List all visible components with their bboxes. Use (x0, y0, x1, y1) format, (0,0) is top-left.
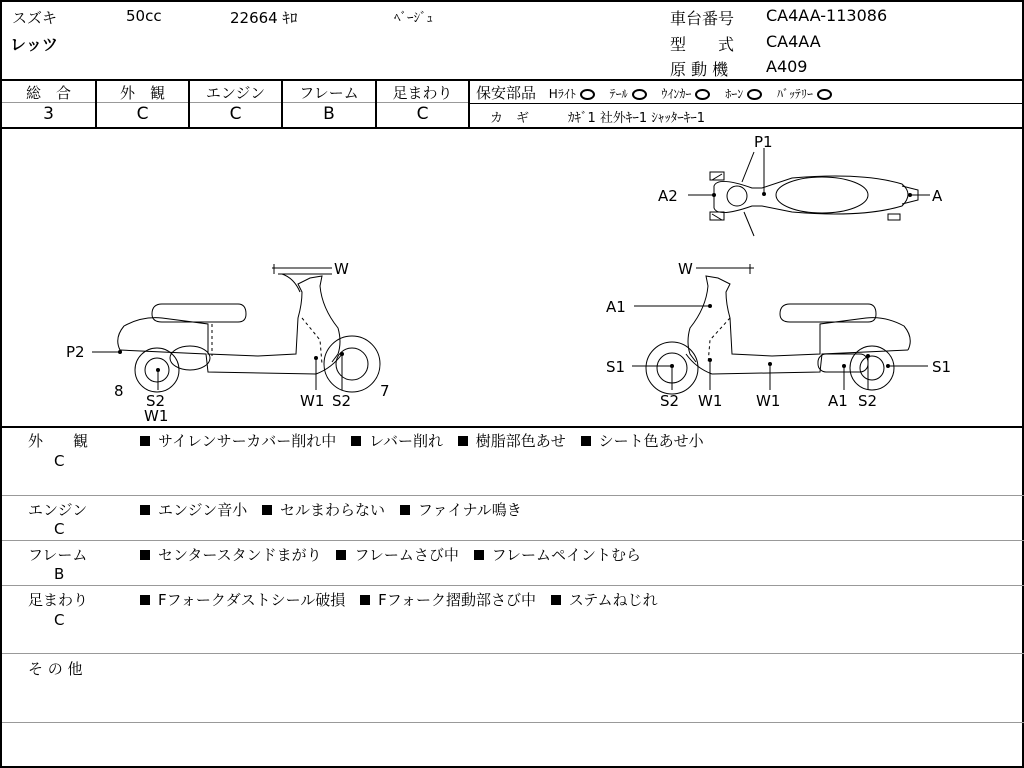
section-engine-label: エンジン (28, 501, 88, 519)
ok-mark-icon (695, 89, 710, 100)
grade-value-suspension: C (416, 104, 429, 124)
safety-tail: ﾃｰﾙ (610, 87, 657, 101)
frame-number-value: CA4AA-113086 (766, 6, 888, 25)
label-p1: P1 (754, 133, 773, 151)
frame-number-label: 車台番号 (670, 9, 735, 28)
engine-model-label: 原 動 機 (670, 60, 729, 79)
leader-lines (92, 148, 930, 390)
section-other-label: そ の 他 (28, 660, 83, 678)
label-a1-right-b: A1 (828, 392, 848, 410)
label-a1-right: A1 (606, 298, 626, 316)
label-s1-right: S1 (606, 358, 626, 376)
label-w1-right-b: W1 (756, 392, 781, 410)
safety-battery: ﾊﾞｯﾃﾘｰ (777, 87, 842, 101)
label-s2-left: S2 (146, 392, 166, 410)
divider (2, 426, 1024, 428)
section-exterior-notes: サイレンサーカバー削れ中 レバー削れ 樹脂部色あせ シート色あせ小 (140, 430, 714, 451)
label-w1-right: W1 (698, 392, 723, 410)
grade-header-frame: フレーム (299, 84, 359, 102)
label-a2: A2 (658, 187, 678, 205)
bullet-icon (400, 505, 410, 515)
section-exterior-label: 外 観 (28, 432, 89, 450)
grade-value-overall: 3 (43, 104, 54, 124)
ok-mark-icon (747, 89, 762, 100)
ok-mark-icon (580, 89, 595, 100)
color: ﾍﾞｰｼﾞｭ (394, 11, 433, 26)
section-exterior-grade: C (54, 452, 65, 470)
label-w1-left: W1 (144, 407, 169, 425)
section-frame-grade: B (54, 565, 65, 583)
safety-parts-label: 保安部品 (476, 84, 537, 102)
safety-horn: ﾎｰﾝ (725, 87, 772, 101)
divider (2, 585, 1024, 586)
safety-winker: ｳｲﾝｶｰ (661, 87, 720, 101)
grade-value-frame: B (323, 104, 335, 124)
section-engine-grade: C (54, 520, 65, 538)
divider (2, 495, 1024, 496)
bullet-icon (336, 550, 346, 560)
label-s1-right-b: S1 (932, 358, 952, 376)
label-s2-left-b: S2 (332, 392, 352, 410)
mileage: 22664 ｷﾛ (230, 9, 298, 27)
type-value: CA4AA (766, 32, 821, 51)
bullet-icon (140, 550, 150, 560)
key-value: ｶｷﾞ1 社外ｷｰ1 ｼｬｯﾀｰｷｰ1 (568, 111, 706, 126)
divider (2, 653, 1024, 654)
bullet-icon (581, 436, 591, 446)
scooter-left-view (118, 264, 380, 392)
bullet-icon (140, 436, 150, 446)
label-8: 8 (114, 382, 124, 400)
scooter-right-view (646, 264, 910, 394)
label-w1-left-b: W1 (300, 392, 325, 410)
divider (2, 540, 1024, 541)
grade-header-engine: エンジン (205, 84, 266, 102)
model-name: レッツ (10, 35, 58, 54)
section-engine-notes: エンジン音小 セルまわらない ファイナル鳴き (140, 499, 532, 520)
scooter-top-view (710, 152, 918, 236)
section-suspension-grade: C (54, 611, 65, 629)
label-s2-right-b: S2 (858, 392, 878, 410)
bullet-icon (360, 595, 370, 605)
label-a: A (932, 187, 943, 205)
displacement: 50cc (126, 7, 162, 25)
section-frame-notes: センタースタンドまがり フレームさび中 フレームペイントむら (140, 544, 651, 565)
ok-mark-icon (632, 89, 647, 100)
grade-value-exterior: C (136, 104, 149, 124)
grade-value-engine: C (229, 104, 242, 124)
bullet-icon (140, 595, 150, 605)
engine-model-value: A409 (766, 57, 808, 76)
damage-diagram (2, 128, 1022, 426)
type-label: 型 式 (670, 35, 735, 54)
label-p2: P2 (66, 343, 85, 361)
divider (470, 103, 1024, 104)
key-label: カ ギ (490, 111, 530, 126)
divider (468, 79, 470, 128)
bullet-icon (262, 505, 272, 515)
bullet-icon (458, 436, 468, 446)
maker: スズキ (12, 9, 58, 27)
section-frame-label: フレーム (28, 546, 88, 564)
bullet-icon (474, 550, 484, 560)
safety-headlight: Hﾗｲﾄ (549, 87, 605, 101)
label-7: 7 (380, 382, 390, 400)
grade-header-exterior: 外 観 (119, 84, 165, 102)
divider (2, 79, 1024, 81)
bullet-icon (351, 436, 361, 446)
bullet-icon (551, 595, 561, 605)
divider (2, 722, 1024, 723)
safety-parts (476, 82, 842, 103)
label-w-left: W (334, 260, 349, 278)
label-s2-right: S2 (660, 392, 680, 410)
section-suspension-notes: Fフォークダストシール破損 Fフォーク摺動部さび中 ステムねじれ (140, 589, 668, 610)
ok-mark-icon (817, 89, 832, 100)
section-suspension-label: 足まわり (28, 591, 89, 609)
grade-header-overall: 総 合 (25, 84, 71, 102)
bullet-icon (140, 505, 150, 515)
grade-header-suspension: 足まわり (392, 84, 453, 102)
label-w-right: W (678, 260, 693, 278)
